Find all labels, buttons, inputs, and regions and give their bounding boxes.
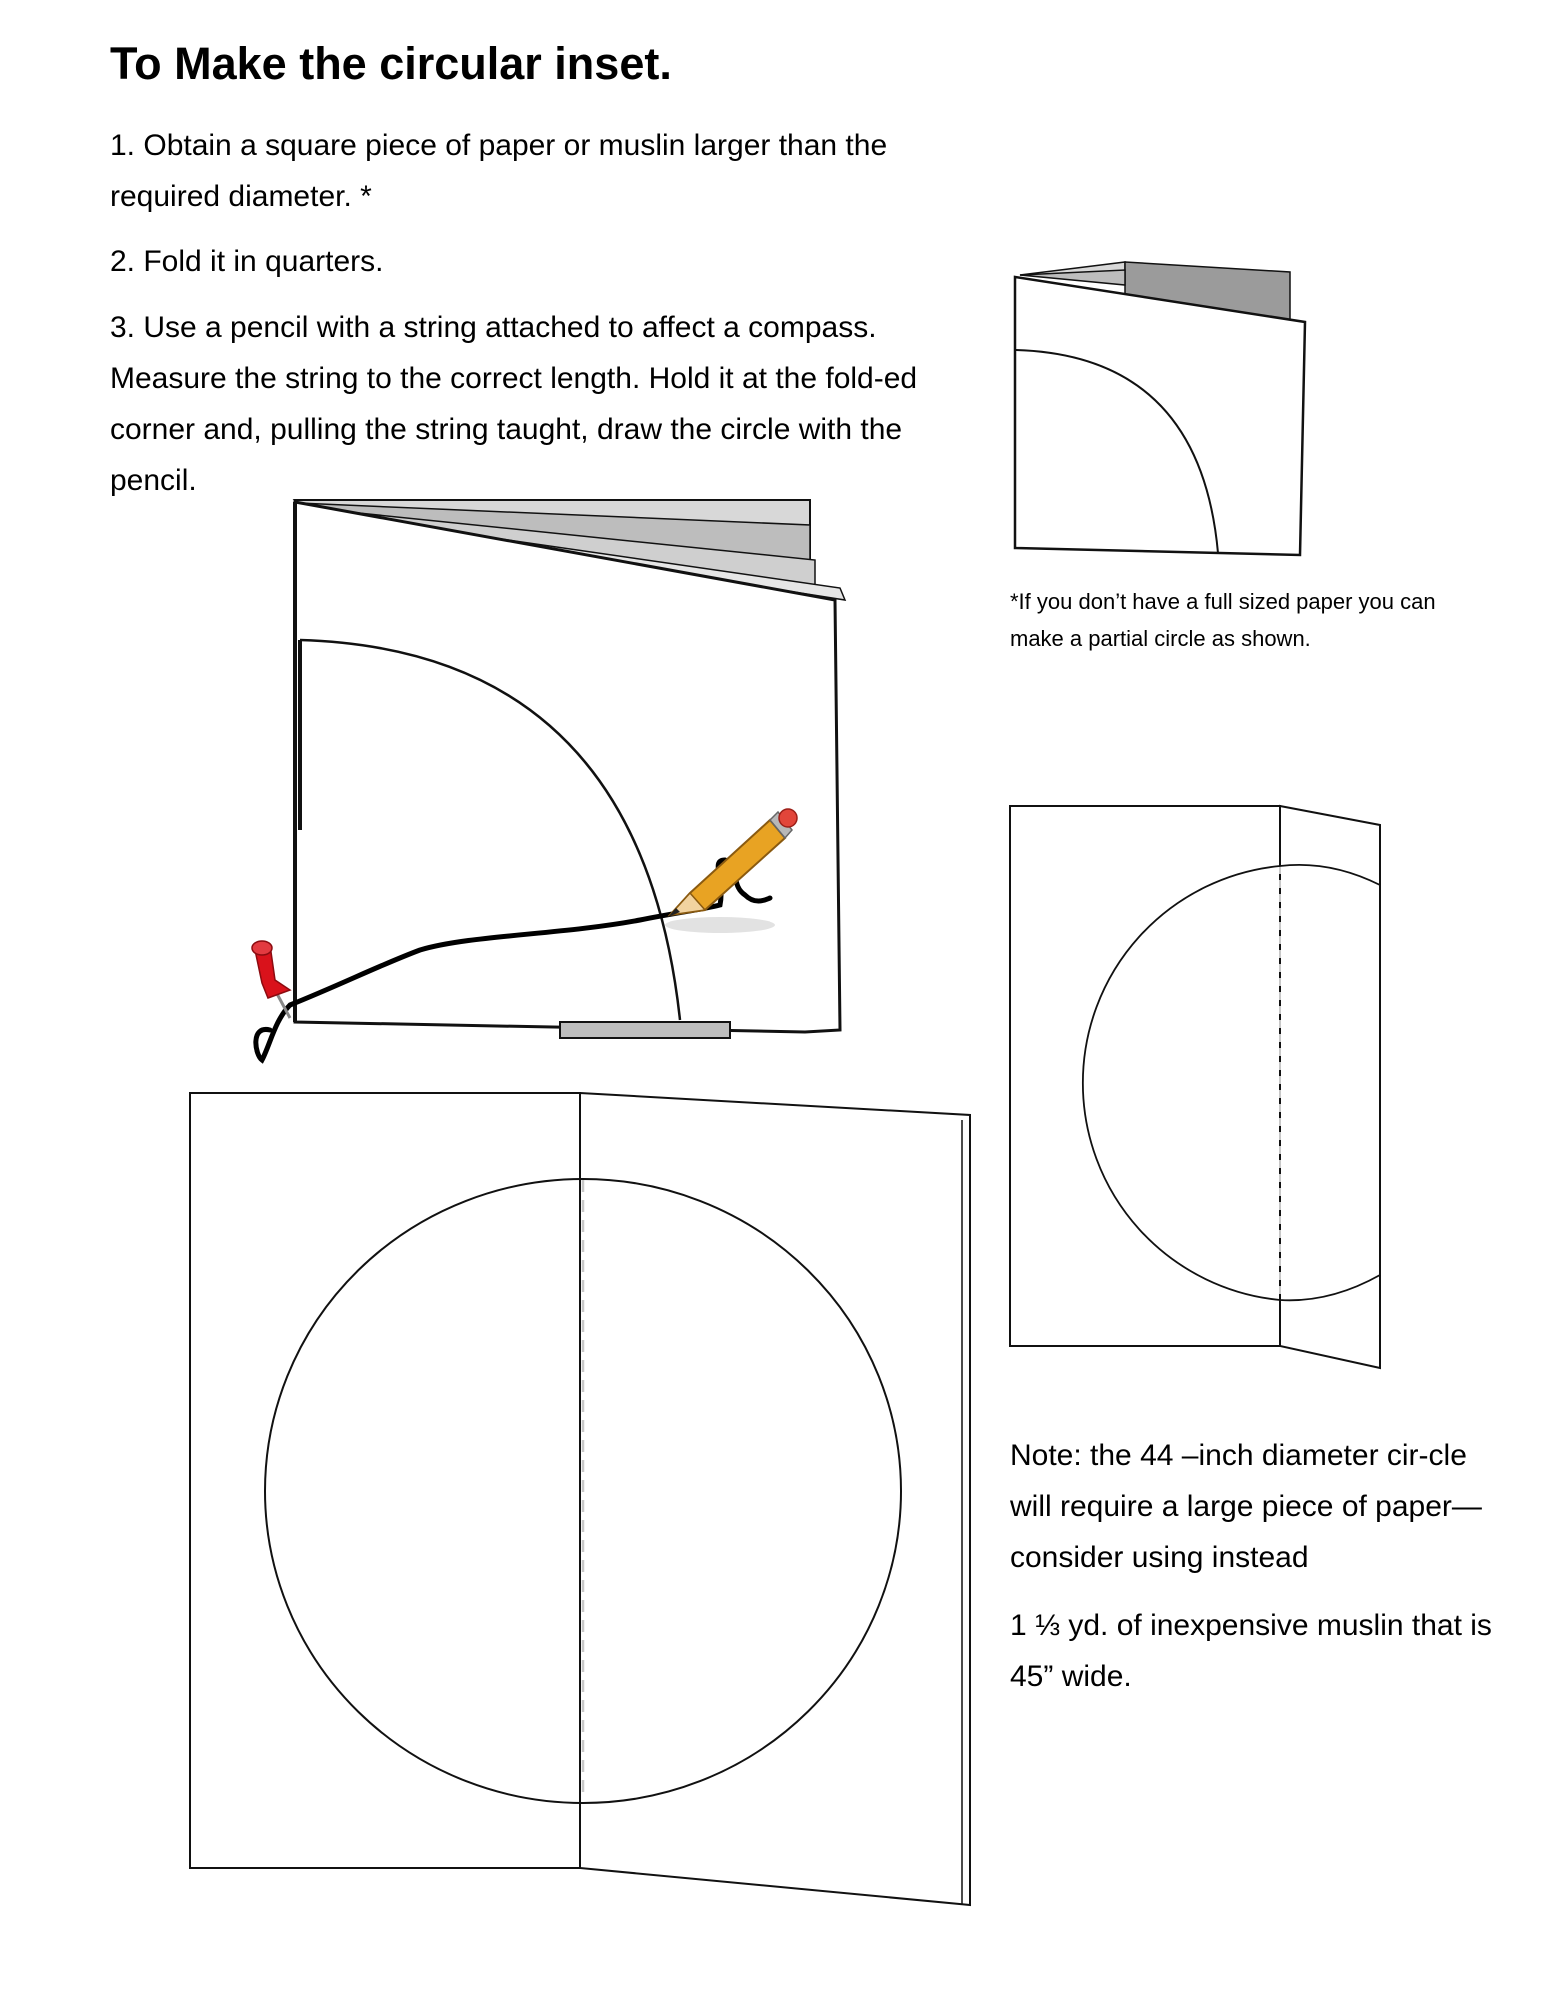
note-text: Note: the 44 –inch diameter cir-cle will require a large piece of paper—consider using instead [1010,1439,1482,1574]
step-3-text: 3. Use a pencil with a string attached to affect a compass. Measure the string to the correct length. Hold it at the fold-ed corner and, pulling the string taught, draw the circle with the pencil. [110,311,918,497]
page-title: To Make the circular inset. [110,38,672,89]
note-muslin-text: 1 ⅓ yd. of inexpensive muslin that is 45” wide. [1010,1609,1492,1693]
step-1-text: 1. Obtain a square piece of paper or muslin larger than the required diameter. * [110,129,888,213]
partial-circle-footnote: *If you don’t have a full sized paper you can make a partial circle as shown. [1010,589,1436,651]
step-2-text: 2. Fold it in quarters. [110,245,384,278]
